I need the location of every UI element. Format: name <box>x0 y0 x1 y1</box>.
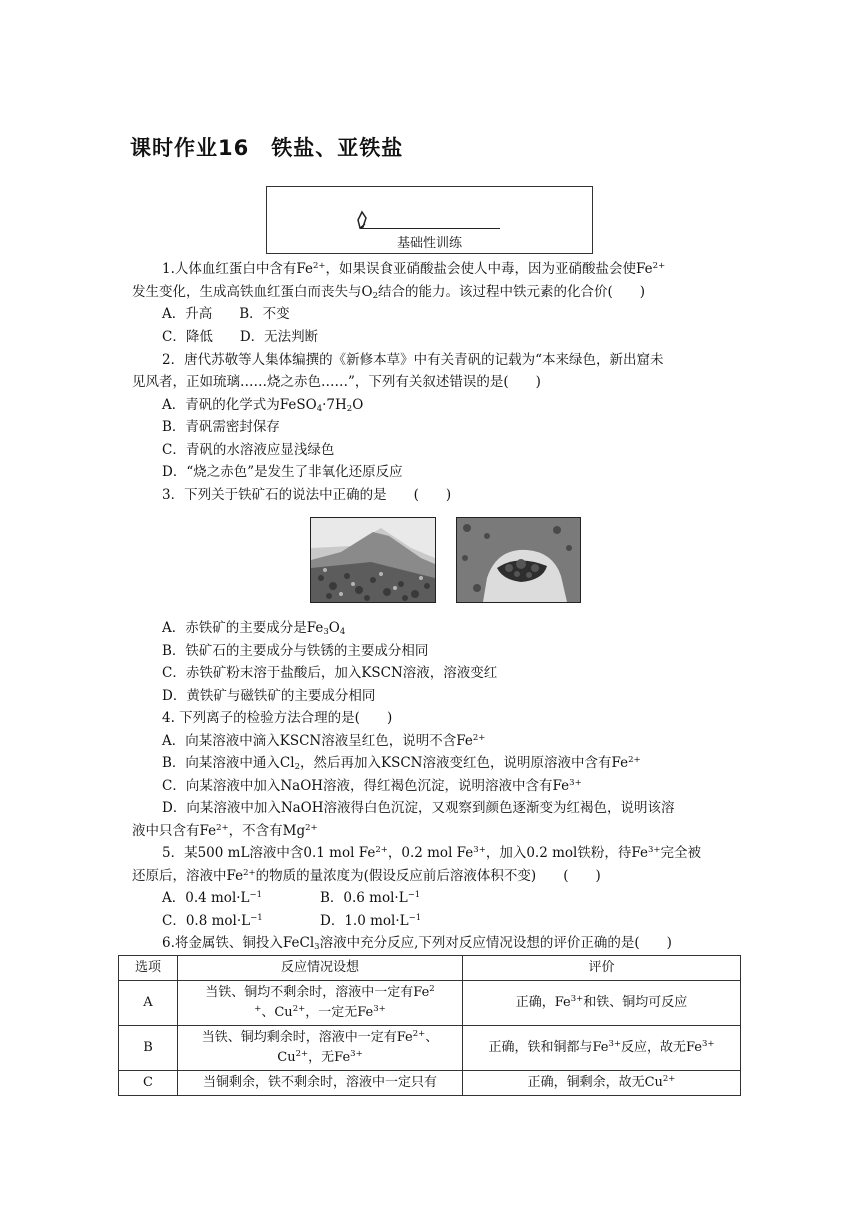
q2-option-b: B．青矾需密封保存 <box>162 419 280 435</box>
evaluation-table <box>118 955 741 1096</box>
banner-rule <box>360 228 500 229</box>
table-row <box>119 1026 741 1071</box>
header-evaluation: 评价 <box>463 956 741 981</box>
q1-line1: 1.人体血红蛋白中含有$Fe^{2+}$，如果误食亚硝酸盐会使人中毒，因为亚硝酸盐会使$Fe^{2+}$ <box>162 261 666 277</box>
table-row <box>119 981 741 1026</box>
row-option: A <box>119 981 178 1026</box>
q5-line1: 5．某500 mL溶液中含0.1 mol $Fe^{2+}$，0.2 mol $Fe^{3+}$，加入0.2 mol铁粉，待$Fe^{3+}$完全被 <box>162 845 701 861</box>
q4-option-d-line2: 液中只含有$Fe^{2+}$，不含有$Mg^{2+}$ <box>132 823 318 839</box>
q5-option-d: D．1.0 $mol\cdot L^{-1}$ <box>320 913 422 929</box>
q2-option-a: A．青矾的化学式为$FeSO_4\cdot 7H_2O$ <box>162 397 364 414</box>
page-title: 课时作业16 铁盐、亚铁盐 <box>130 136 404 160</box>
table-header-row <box>119 956 741 981</box>
row-evaluation: 正确，铜剩余，故无$Cu^{2+}$ <box>463 1071 741 1096</box>
q2-line2: 见风者，正如琉璃……烧之赤色……”，下列有关叙述错误的是( ) <box>132 374 541 390</box>
q3-option-d: D．黄铁矿与磁铁矿的主要成分相同 <box>162 688 376 704</box>
q5-option-b: B．0.6 $mol\cdot L^{-1}$ <box>320 890 421 906</box>
q5-option-c: C．0.8 $mol\cdot L^{-1}$ <box>162 913 263 929</box>
row-evaluation: 正确，$Fe^{3+}$和铁、铜均可反应 <box>463 981 741 1026</box>
q1-option-ab: A．升高 B．不变 <box>162 306 290 322</box>
pencil-icon <box>357 210 371 230</box>
q3-option-c: C．赤铁矿粉末溶于盐酸后，加入KSCN溶液，溶液变红 <box>162 665 498 681</box>
q2-option-c: C．青矾的水溶液应显浅绿色 <box>162 442 335 458</box>
q5-line2: 还原后，溶液中$Fe^{2+}$的物质的量浓度为(假设反应前后溶液体积不变) ( ) <box>132 868 601 884</box>
q2-line1: 2．唐代苏敬等人集体编撰的《新修本草》中有关青矾的记载为“本来绿色，新出窟未 <box>162 352 664 368</box>
q6-line1: 6.将金属铁、铜投入FeCl$_3$溶液中充分反应,下列对反应情况设想的评价正确的是( ) <box>162 935 672 952</box>
q3-option-a: A．赤铁矿的主要成分是$Fe_3O_4$ <box>162 620 346 637</box>
q4-option-c: C．向某溶液中加入NaOH溶液，得红褐色沉淀，说明溶液中含有$Fe^{3+}$ <box>162 778 582 794</box>
row-scenario: 当铁、铜均不剩余时，溶液中一定有Fe$^2$ +、$Cu^{2+}$，一定无$Fe^{3+}$ <box>178 981 463 1026</box>
row-option: C <box>119 1071 178 1096</box>
header-scenario: 反应情况设想 <box>178 956 463 981</box>
q2-option-d: D．“烧之赤色”是发生了非氧化还原反应 <box>162 464 403 480</box>
row-scenario: 当铜剩余，铁不剩余时，溶液中一定只有 <box>178 1071 463 1096</box>
row-evaluation: 正确，铁和铜都与$Fe^{3+}$反应，故无$Fe^{3+}$ <box>463 1026 741 1071</box>
q4-option-a: A．向某溶液中滴入KSCN溶液呈红色，说明不含$Fe^{2+}$ <box>162 733 486 749</box>
ore-in-hand-photo <box>456 517 581 603</box>
q3-option-b: B．铁矿石的主要成分与铁锈的主要成分相同 <box>162 643 429 659</box>
q4-line1: 4. 下列离子的检验方法合理的是( ) <box>162 710 393 726</box>
section-banner <box>266 186 593 254</box>
row-option: B <box>119 1026 178 1071</box>
header-option: 选项 <box>119 956 178 981</box>
q1-line2: 发生变化，生成高铁血红蛋白而丧失与$O_2$结合的能力。该过程中铁元素的化合价( ) <box>132 284 646 301</box>
table-row <box>119 1071 741 1096</box>
banner-label: 基础性训练 <box>396 236 462 251</box>
q4-option-b: B．向某溶液中通入$Cl_2$，然后再加入KSCN溶液变红色，说明原溶液中含有$Fe^{2+}$ <box>162 755 641 772</box>
q5-option-a: A．0.4 $mol\cdot L^{-1}$ <box>162 890 263 906</box>
q4-option-d-line1: D．向某溶液中加入NaOH溶液得白色沉淀，又观察到颜色逐渐变为红褐色，说明该溶 <box>162 800 675 816</box>
ore-pile-photo <box>310 517 436 603</box>
q1-option-cd: C．降低 D．无法判断 <box>162 329 319 345</box>
row-scenario: 当铁、铜均剩余时，溶液中一定有$Fe^{2+}$、$Cu^{2+}$，无$Fe^{3+}$ <box>178 1026 463 1071</box>
q3-line1: 3．下列关于铁矿石的说法中正确的是 ( ) <box>162 487 452 503</box>
